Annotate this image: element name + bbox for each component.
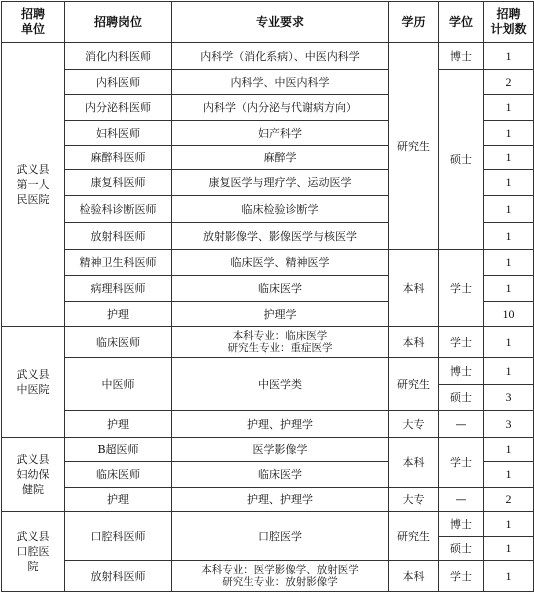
count-cell: 1 [484, 512, 534, 537]
header-major: 专业要求 [172, 2, 389, 43]
post-cell: 护理 [65, 488, 172, 512]
major-cell: 临床医学、精神医学 [172, 250, 389, 276]
count-cell: 1 [484, 327, 534, 358]
post-cell: 内科医师 [65, 70, 172, 95]
degree-cell: 学士 [439, 438, 484, 488]
post-cell: 检验科诊断医师 [65, 196, 172, 223]
count-cell: 1 [484, 438, 534, 462]
edu-cell: 本科 [389, 327, 439, 358]
table-row [2, 70, 534, 95]
degree-cell: 博士 [439, 512, 484, 537]
unit-cell-zhongyi: 武义县 中医院 [2, 327, 65, 438]
count-cell: 2 [484, 70, 534, 95]
degree-cell: 学士 [439, 561, 484, 592]
degree-cell: 学士 [439, 327, 484, 358]
major-cell: 临床医学 [172, 462, 389, 488]
header-post: 招聘岗位 [65, 2, 172, 43]
header-education: 学历 [389, 2, 439, 43]
header-unit: 招聘 单位 [2, 2, 65, 43]
post-cell: 放射科医师 [65, 223, 172, 250]
count-cell: 2 [484, 488, 534, 512]
major-cell: 护理、护理学 [172, 488, 389, 512]
major-cell: 本科专业：医学影像学、放射医学 研究生专业：放射影像学 [172, 561, 389, 592]
unit-cell-fuyou: 武义县 妇幼保 健院 [2, 438, 65, 512]
degree-cell: 博士 [439, 358, 484, 385]
post-cell: 放射科医师 [65, 561, 172, 592]
edu-cell: 本科 [389, 438, 439, 488]
header-plan-count: 招聘 计划数 [484, 2, 534, 43]
edu-cell: 本科 [389, 250, 439, 327]
edu-cell: 研究生 [389, 43, 439, 250]
table-row [2, 561, 534, 592]
table-row [2, 250, 534, 276]
major-cell: 康复医学与理疗学、运动医学 [172, 170, 389, 196]
major-cell: 临床检验诊断学 [172, 196, 389, 223]
count-cell: 1 [484, 170, 534, 196]
unit-cell-kouqiang: 武义县 口腔医 院 [2, 512, 65, 592]
major-cell: 护理学 [172, 302, 389, 327]
post-cell: 消化内科医师 [65, 43, 172, 70]
post-cell: 临床医师 [65, 462, 172, 488]
count-cell: 10 [484, 302, 534, 327]
count-cell: 3 [484, 385, 534, 411]
post-cell: 内分泌科医师 [65, 95, 172, 121]
post-cell: 口腔科医师 [65, 512, 172, 561]
edu-cell: 大专 [389, 411, 439, 438]
major-cell: 临床医学 [172, 276, 389, 302]
major-cell: 本科专业：临床医学 研究生专业：重症医学 [172, 327, 389, 358]
major-cell: 妇产科学 [172, 121, 389, 146]
edu-cell: 本科 [389, 561, 439, 592]
edu-cell: 大专 [389, 488, 439, 512]
count-cell: 1 [484, 121, 534, 146]
post-cell: 妇科医师 [65, 121, 172, 146]
count-cell: 1 [484, 358, 534, 385]
post-cell: 麻醉科医师 [65, 146, 172, 170]
major-cell: 医学影像学 [172, 438, 389, 462]
count-cell: 1 [484, 223, 534, 250]
count-cell: 1 [484, 462, 534, 488]
major-cell: 内科学、中医内科学 [172, 70, 389, 95]
post-cell: 病理科医师 [65, 276, 172, 302]
table-row [2, 488, 534, 512]
post-cell: 护理 [65, 411, 172, 438]
major-cell: 麻醉学 [172, 146, 389, 170]
count-cell: 1 [484, 276, 534, 302]
table-row [2, 43, 534, 70]
post-cell: 康复科医师 [65, 170, 172, 196]
table-row [2, 411, 534, 438]
major-cell: 口腔医学 [172, 512, 389, 561]
count-cell: 1 [484, 561, 534, 592]
recruitment-table [1, 1, 534, 592]
degree-cell: — [439, 411, 484, 438]
post-cell: 护理 [65, 302, 172, 327]
count-cell: 3 [484, 411, 534, 438]
count-cell: 1 [484, 250, 534, 276]
table-row [2, 358, 534, 385]
edu-cell: 研究生 [389, 358, 439, 411]
table-row [2, 327, 534, 358]
unit-cell-renmin: 武义县 第一人 民医院 [2, 43, 65, 327]
header-row [2, 2, 534, 43]
table-row [2, 512, 534, 537]
count-cell: 1 [484, 43, 534, 70]
major-cell: 护理、护理学 [172, 411, 389, 438]
count-cell: 1 [484, 537, 534, 561]
major-cell: 放射影像学、影像医学与核医学 [172, 223, 389, 250]
major-cell: 内科学（消化系病）、中医内科学 [172, 43, 389, 70]
post-cell: 精神卫生科医师 [65, 250, 172, 276]
edu-cell: 研究生 [389, 512, 439, 561]
table-row [2, 438, 534, 462]
degree-cell: 硕士 [439, 537, 484, 561]
degree-cell: 学士 [439, 250, 484, 327]
count-cell: 1 [484, 95, 534, 121]
major-cell: 中医学类 [172, 358, 389, 411]
post-cell: 临床医师 [65, 327, 172, 358]
post-cell: 中医师 [65, 358, 172, 411]
degree-cell: — [439, 488, 484, 512]
header-degree: 学位 [439, 2, 484, 43]
degree-cell: 硕士 [439, 70, 484, 250]
degree-cell: 博士 [439, 43, 484, 70]
count-cell: 1 [484, 196, 534, 223]
count-cell: 1 [484, 146, 534, 170]
major-cell: 内科学（内分泌与代谢病方向） [172, 95, 389, 121]
post-cell: B超医师 [65, 438, 172, 462]
degree-cell: 硕士 [439, 385, 484, 411]
